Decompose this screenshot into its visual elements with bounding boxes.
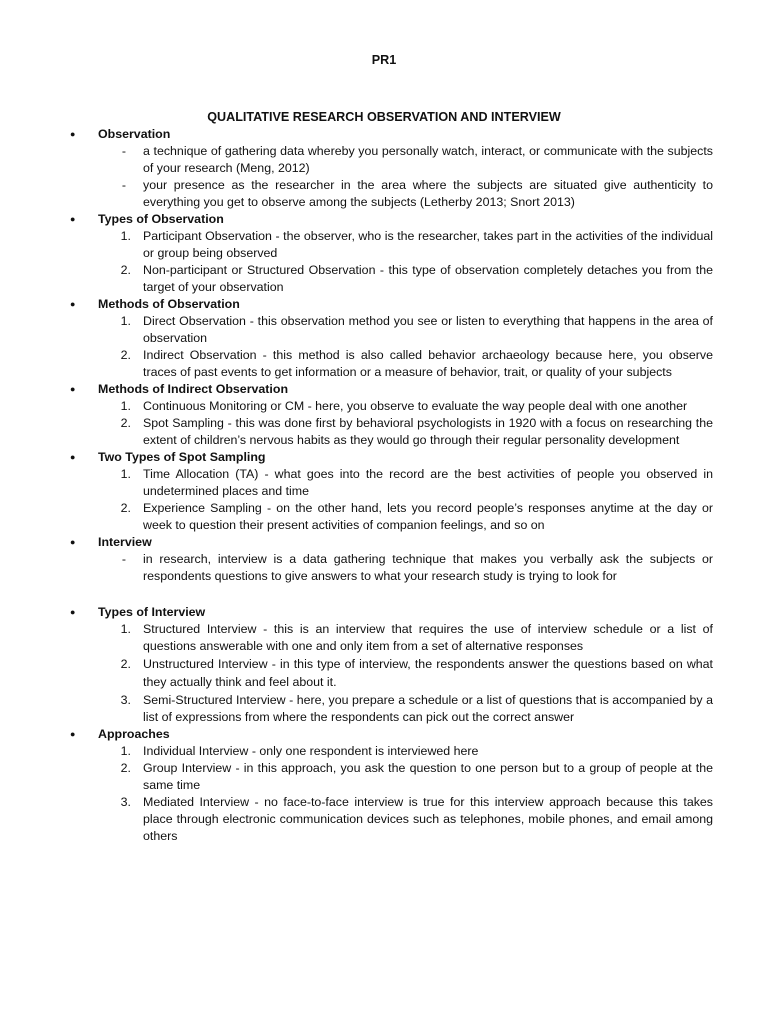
- list-item: [0, 655, 713, 691]
- list-item-text: Participant Observation - the observer, who is the researcher, takes part in the activities of the individual or group being observed: [143, 229, 713, 260]
- list-item-text: Unstructured Interview - in this type of interview, the respondents answer the questions based on what they actually think and feel about it.: [143, 657, 713, 689]
- section-heading-text: Approaches: [98, 727, 170, 741]
- list-marker: 1.: [120, 399, 131, 413]
- list-marker: 1.: [120, 622, 131, 636]
- list-item-text: Time Allocation (TA) - what goes into the record are the best activities of people you observed in undetermined places and time: [143, 467, 713, 498]
- section-observation: [0, 126, 768, 211]
- list-item-text: Mediated Interview - no face-to-face interview is true for this interview approach because this takes place through electronic communication devices such as telephones, mobile phones, and email among others: [143, 795, 713, 843]
- list-item: [0, 692, 713, 726]
- list-item-text: your presence as the researcher in the area where the subjects are situated give authenticity to everything you get to observe among the subjects (Letherby 2013; Snort 2013): [143, 178, 713, 209]
- list-item: [0, 760, 713, 794]
- list-marker: 1.: [120, 744, 131, 758]
- list-marker: 2.: [120, 348, 131, 362]
- list-marker: 2.: [120, 761, 131, 775]
- document-title: PR1: [371, 53, 397, 67]
- bullet-icon: ●: [70, 452, 76, 462]
- section-heading-text: Methods of Indirect Observation: [98, 382, 289, 396]
- list-item-text: Indirect Observation - this method is also called behavior archaeology because here, you observe traces of past events to get information or a measure of behavior, trait, or quality of your subjects: [143, 348, 713, 379]
- section-heading: [0, 211, 768, 228]
- list-item-text: Structured Interview - this is an interview that requires the use of interview schedule or a list of questions answerable with one and only item from a set of alternative responses: [143, 622, 713, 653]
- section-heading: [0, 296, 768, 313]
- list-item-text: Semi-Structured Interview - here, you prepare a schedule or a list of questions that is accompanied by a list of expressions from where the respondents can pick out the correct answer: [143, 693, 713, 724]
- list-marker: 3.: [120, 693, 131, 707]
- list-item: [0, 262, 713, 296]
- bullet-icon: ●: [70, 537, 76, 547]
- list-marker: 1.: [120, 314, 131, 328]
- bullet-icon: ●: [70, 729, 76, 739]
- list-item-text: Group Interview - in this approach, you ask the question to one person but to a group of people at the same time: [143, 761, 713, 792]
- list-item: [0, 621, 713, 655]
- list-marker: 3.: [120, 795, 131, 809]
- list-item-text: Individual Interview - only one respondent is interviewed here: [143, 744, 479, 758]
- list-item: [0, 313, 713, 347]
- section-heading: [0, 604, 768, 621]
- blank-line: [0, 585, 768, 604]
- section-heading: [0, 726, 768, 743]
- list-marker: 2.: [120, 263, 131, 277]
- list-item-text: a technique of gathering data whereby you personally watch, interact, or communicate with the subjects of your research (Meng, 2012): [143, 144, 713, 175]
- list-item: [0, 177, 713, 211]
- bullet-icon: ●: [70, 607, 76, 617]
- section-approaches: [0, 726, 768, 845]
- list-marker: 2.: [120, 501, 131, 515]
- list-marker: 2.: [120, 657, 131, 671]
- document-body: [0, 126, 768, 845]
- section-heading-text: Observation: [98, 127, 171, 141]
- list-item: [0, 398, 713, 415]
- list-item-text: Direct Observation - this observation method you see or listen to everything that happens in the area of observation: [143, 314, 713, 345]
- list-item: [0, 551, 713, 585]
- section-methods-of-indirect-observation: [0, 381, 768, 449]
- section-two-types-of-spot-sampling: [0, 449, 768, 534]
- section-heading-text: Two Types of Spot Sampling: [98, 450, 266, 464]
- list-marker: 2.: [120, 416, 131, 430]
- list-item: [0, 347, 713, 381]
- list-item: [0, 466, 713, 500]
- list-item: [0, 743, 713, 760]
- section-heading-text: Interview: [98, 535, 152, 549]
- bullet-icon: ●: [70, 214, 76, 224]
- list-item: [0, 500, 713, 534]
- section-heading: [0, 126, 768, 143]
- section-heading-text: Methods of Observation: [98, 297, 240, 311]
- section-heading-text: Types of Observation: [98, 212, 224, 226]
- section-heading-text: Types of Interview: [98, 605, 206, 619]
- bullet-icon: ●: [70, 299, 76, 309]
- list-marker: -: [121, 552, 126, 566]
- list-marker: 1.: [120, 467, 131, 481]
- section-heading: [0, 449, 768, 466]
- section-interview: [0, 534, 768, 604]
- list-marker: 1.: [120, 229, 131, 243]
- list-item: [0, 228, 713, 262]
- list-item: [0, 794, 713, 845]
- list-item-text: Non-participant or Structured Observation - this type of observation completely detaches you from the target of your observation: [143, 263, 713, 294]
- list-item: [0, 415, 713, 449]
- list-marker: -: [121, 144, 126, 158]
- list-marker: -: [121, 178, 126, 192]
- section-heading: [0, 534, 768, 551]
- list-item-text: Spot Sampling - this was done first by behavioral psychologists in 1920 with a focus on researching the extent of children’s nervous habits as they would go through their regular personality development: [143, 416, 713, 447]
- section-heading: [0, 381, 768, 398]
- list-item-text: Continuous Monitoring or CM - here, you observe to evaluate the way people deal with one another: [143, 399, 688, 413]
- bullet-icon: ●: [70, 384, 76, 394]
- section-methods-of-observation: [0, 296, 768, 381]
- bullet-icon: ●: [70, 129, 76, 139]
- document-heading: QUALITATIVE RESEARCH OBSERVATION AND INTERVIEW: [207, 110, 561, 124]
- list-item-text: in research, interview is a data gathering technique that makes you verbally ask the subjects or respondents questions to give answers to what your research study is trying to look for: [143, 552, 713, 583]
- section-types-of-interview: [0, 604, 768, 726]
- section-types-of-observation: [0, 211, 768, 296]
- list-item: [0, 143, 713, 177]
- list-item-text: Experience Sampling - on the other hand, lets you record people’s responses anytime at the day or week to question their present activities of companion feelings, and so on: [143, 501, 713, 532]
